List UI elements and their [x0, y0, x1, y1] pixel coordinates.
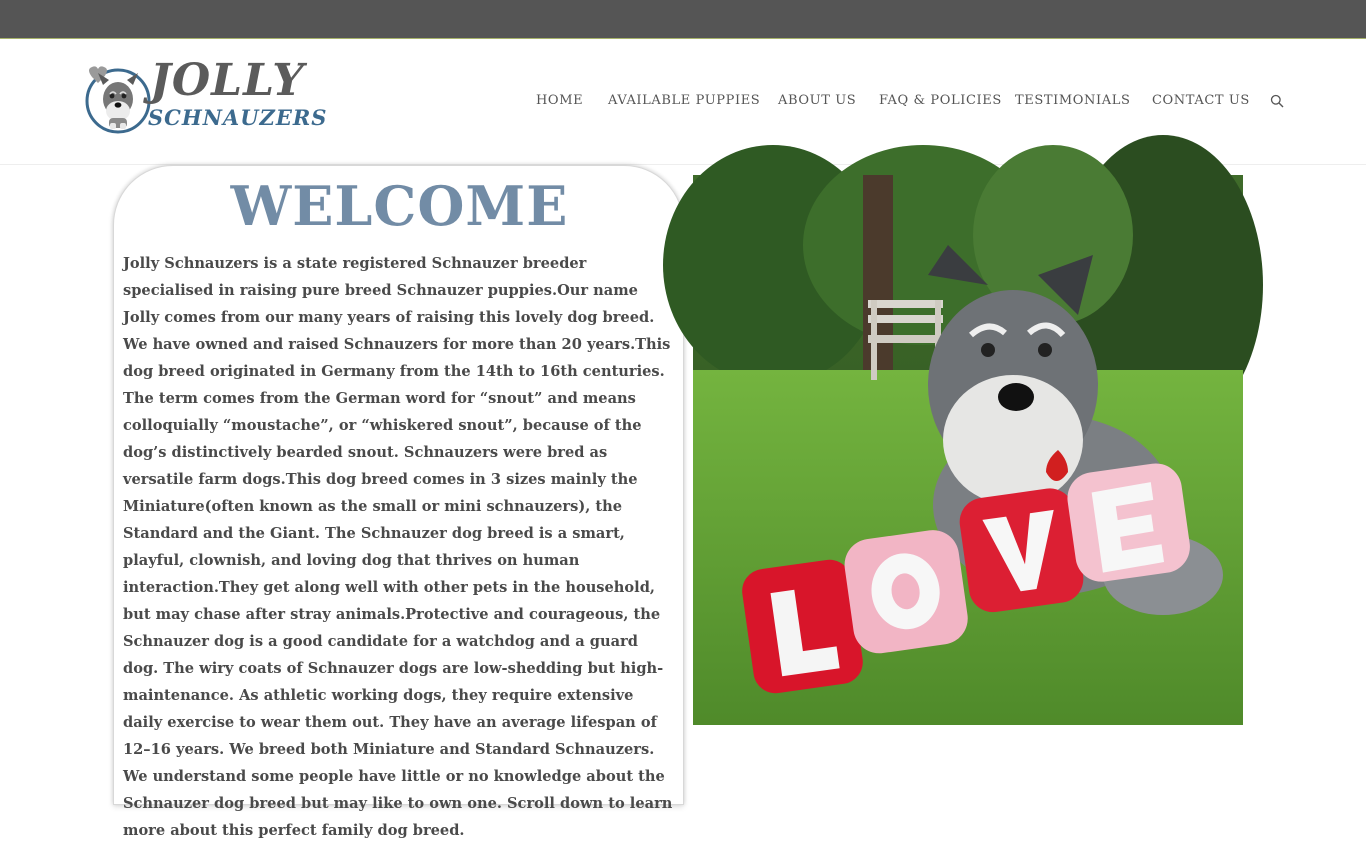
main-navigation: [0, 93, 1366, 113]
welcome-text: Jolly Schnauzers is a state registered Schnauzer breeder specialised in raising pure breed Schnauzer puppies.Our name Jolly comes from our many years of raising this lovely dog breed. We have owned and raised Schnauzers for more than 20 years.This dog breed originated in Germany from the 14th to 16th centuries. The term comes from the German word for “snout” and means colloquially “moustache”, or “whiskered snout”, because of the dog’s distinctively bearded snout. Schnauzers were bred as versatile farm dogs.This dog breed comes in 3 sizes mainly the Miniature(often known as the small or mini schnauzers), the Standard and the Giant. The Schnauzer dog breed is a smart, playful, clownish, and loving dog that thrives on human interaction.They get along well with other pets in the household, but may chase after stray animals.Protective and courageous, the Schnauzer dog is a good candidate for a watchdog and a guard dog. The wiry coats of Schnauzer dogs are low-shedding but high-maintenance. As athletic working dogs, they require extensive daily exercise to wear them out. They have an average lifespan of 12–16 years. We breed both Miniature and Standard Schnauzers. We understand some people have little or no knowledge about the Schnauzer dog breed but may like to own one. Scroll down to learn more about this perfect family dog breed.: [123, 255, 673, 839]
nav-home[interactable]: HOME: [536, 93, 584, 108]
schnauzer-photo: [693, 175, 1243, 725]
nav-testimonials[interactable]: TESTIMONIALS: [1015, 93, 1131, 108]
logo-text-jolly: JOLLY: [150, 55, 305, 106]
nav-about-us[interactable]: ABOUT US: [778, 93, 857, 108]
logo-text-schnauzers: SCHNAUZERS: [148, 105, 328, 130]
welcome-card: [113, 165, 684, 839]
nav-faq-policies[interactable]: FAQ & POLICIES: [879, 93, 1002, 108]
schnauzer-love-image: [693, 175, 1243, 725]
top-bar: [0, 0, 1366, 39]
nav-contact-us[interactable]: CONTACT US: [1152, 93, 1250, 108]
search-icon[interactable]: [1270, 94, 1284, 108]
welcome-title: WELCOME: [230, 174, 569, 238]
nav-available-puppies[interactable]: AVAILABLE PUPPIES: [608, 93, 761, 108]
